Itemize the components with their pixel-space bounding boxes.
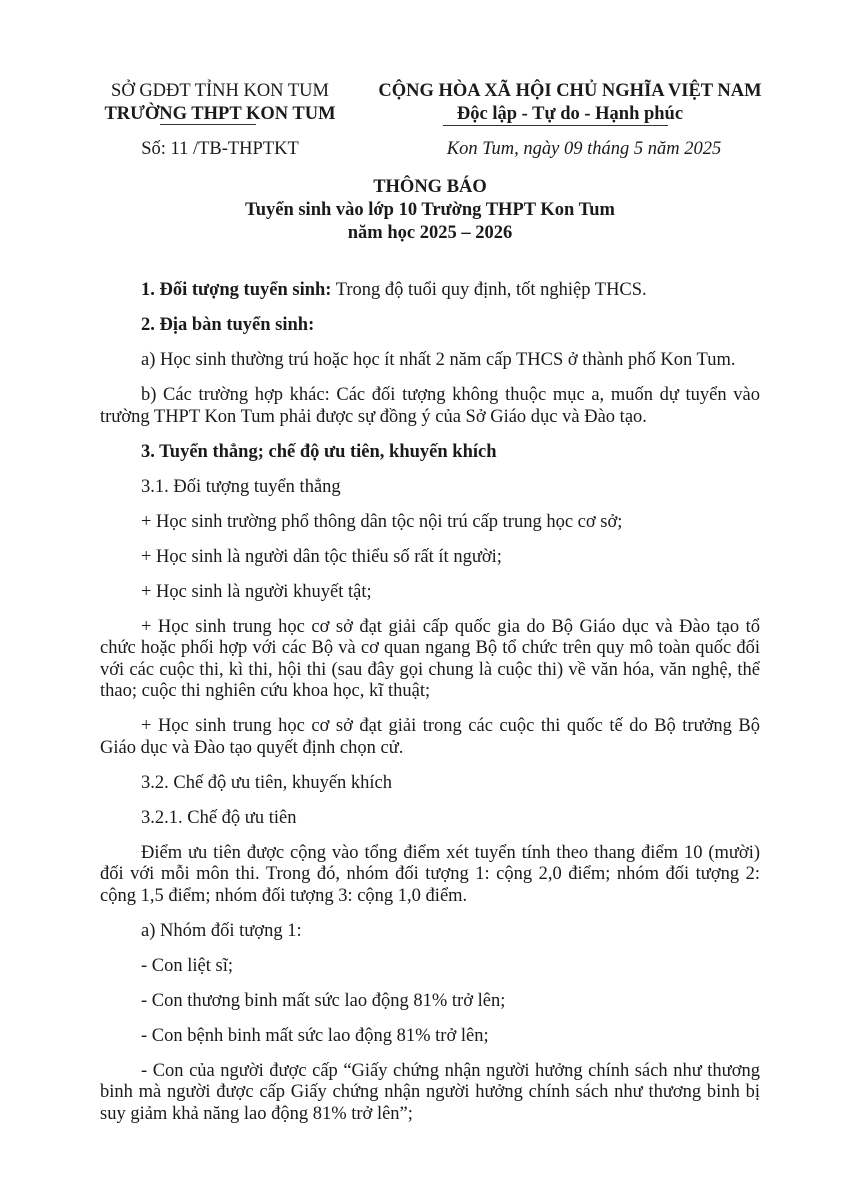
section-1-text: Trong độ tuổi quy định, tốt nghiệp THCS. (331, 280, 647, 300)
section-2-heading (100, 315, 760, 337)
school-name-part: G THPT K (172, 104, 261, 124)
section-3-label: 3. Tuyển thẳng; chế độ ưu tiên, khuyến khích (141, 441, 497, 462)
motto-underline (443, 125, 668, 126)
section-2-item-b: b) Các trường hợp khác: Các đối tượng không thuộc mục a, muốn dự tuyển vào trường THPT Kon Tum phải được sự đồng ý của Sở Giáo dục và Đào tạo. (100, 385, 760, 427)
list-item: + Học sinh là người dân tộc thiểu số rất ít người; (141, 546, 502, 567)
subsection-3-1: 3.1. Đối tượng tuyển thẳng (141, 476, 341, 497)
list-item: - Con bệnh binh mất sức lao động 81% trở lên; (141, 1025, 489, 1046)
school-name-part: ON TUM (260, 104, 336, 124)
list-item: - Con của người được cấp “Giấy chứng nhận người hưởng chính sách như thương binh mà người được cấp Giấy chứng nhận người hưởng chính sách như thương binh bị suy giảm khả năng lao động 81% trở lên”; (100, 1060, 760, 1124)
list-item: + Học sinh trung học cơ sở đạt giải trong các cuộc thi quốc tế do Bộ trưởng Bộ Giáo dục và Đào tạo quyết định chọn cử. (100, 716, 760, 758)
list-item: + Học sinh trường phổ thông dân tộc nội trú cấp trung học cơ sở; (141, 511, 623, 532)
subsection-3-2: 3.2. Chế độ ưu tiên, khuyến khích (141, 772, 393, 793)
national-motto: Độc lập - Tự do - Hạnh phúc (456, 104, 684, 124)
school-name-part: TRƯỜN (104, 104, 173, 124)
section-3-heading (100, 442, 760, 464)
title-year: năm học 2025 – 2026 (347, 223, 513, 243)
list-item: + Học sinh là người khuyết tật; (141, 581, 372, 602)
priority-points-text: Điểm ưu tiên được cộng vào tổng điểm xét tuyển tính theo thang điểm 10 (mười) đối với mỗi môn thi. Trong đó, nhóm đối tượng 1: cộng 2,0 điểm; nhóm đối tượng 2: cộng 1,5 điểm; nhóm đối tượng 3: cộng 1,0 điểm. (100, 842, 760, 906)
subsection-3-2-1: 3.2.1. Chế độ ưu tiên (141, 807, 297, 828)
national-block (360, 80, 780, 161)
document-number: Số: 11 /TB-THPTKT (141, 139, 299, 159)
group-1-heading: a) Nhóm đối tượng 1: (141, 920, 302, 941)
section-1 (100, 280, 760, 302)
title-main: THÔNG BÁO (373, 177, 487, 197)
list-item: - Con thương binh mất sức lao động 81% trở lên; (141, 990, 506, 1011)
document-title (100, 176, 760, 245)
list-item: + Học sinh trung học cơ sở đạt giải cấp quốc gia do Bộ Giáo dục và Đào tạo tổ chức hoặc phối hợp với các Bộ và cơ quan ngang Bộ tổ chức trên quy mô toàn quốc đối với các cuộc thi, kì thi, hội thi (sau đây gọi chung là cuộc thi) về văn hóa, văn nghệ, thể thao; cuộc thi nghiên cứu khoa học, kĩ thuật; (100, 616, 760, 701)
list-item: - Con liệt sĩ; (141, 955, 233, 976)
school-name (95, 103, 345, 126)
section-1-heading: 1. Đối tượng tuyển sinh: (141, 280, 332, 300)
issuer-block (95, 80, 345, 161)
place-date: Kon Tum, ngày 09 tháng 5 năm 2025 (446, 139, 722, 159)
school-underline (160, 124, 256, 125)
national-title: CỘNG HÒA XÃ HỘI CHỦ NGHĨA VIỆT NAM (378, 81, 762, 101)
section-2-label: 2. Địa bàn tuyển sinh: (141, 315, 315, 335)
agency-name: SỞ GDĐT TỈNH KON TUM (111, 81, 329, 101)
document-body (100, 280, 760, 1139)
title-subject: Tuyển sinh vào lớp 10 Trường THPT Kon Tum (245, 200, 615, 220)
section-2-item-a: a) Học sinh thường trú hoặc học ít nhất 2 năm cấp THCS ở thành phố Kon Tum. (141, 350, 736, 370)
